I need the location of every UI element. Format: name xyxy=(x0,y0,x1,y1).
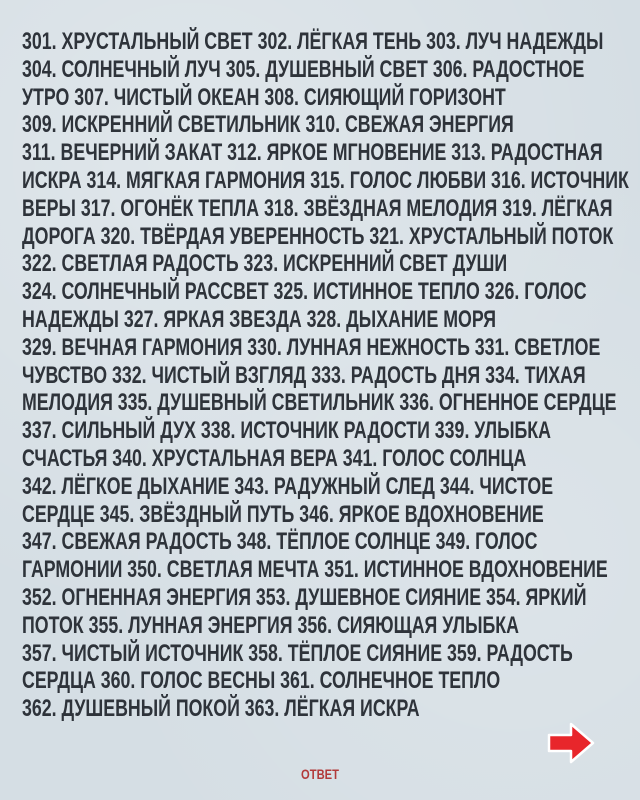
answer-label[interactable]: ОТВЕТ xyxy=(301,766,339,782)
text-line: 311. ВЕЧЕРНИЙ ЗАКАТ 312. ЯРКОЕ МГНОВЕНИЕ 313. РАДОСТНАЯ xyxy=(22,139,603,167)
text-line: ДОРОГА 320. ТВЁРДАЯ УВЕРЕННОСТЬ 321. ХРУСТАЛЬНЫЙ ПОТОК xyxy=(22,222,614,250)
text-line: 309. ИСКРЕННИЙ СВЕТИЛЬНИК 310. СВЕЖАЯ ЭНЕРГИЯ xyxy=(22,111,514,139)
text-line: 322. СВЕТЛАЯ РАДОСТЬ 323. ИСКРЕННИЙ СВЕТ ДУШИ xyxy=(22,250,508,278)
text-line: ПОТОК 355. ЛУННАЯ ЭНЕРГИЯ 356. СИЯЮЩАЯ УЛЫБКА xyxy=(22,611,519,639)
text-line: НАДЕЖДЫ 327. ЯРКАЯ ЗВЕЗДА 328. ДЫХАНИЕ МОРЯ xyxy=(22,305,497,333)
text-line: СЕРДЦА 360. ГОЛОС ВЕСНЫ 361. СОЛНЕЧНОЕ ТЕПЛО xyxy=(22,667,501,695)
text-line: 347. СВЕЖАЯ РАДОСТЬ 348. ТЁПЛОЕ СОЛНЦЕ 349. ГОЛОС xyxy=(22,528,538,556)
text-line: ЧУВСТВО 332. ЧИСТЫЙ ВЗГЛЯД 333. РАДОСТЬ ДНЯ 334. ТИХАЯ xyxy=(22,361,586,389)
text-line: 329. ВЕЧНАЯ ГАРМОНИЯ 330. ЛУННАЯ НЕЖНОСТЬ 331. СВЕТЛОЕ xyxy=(22,333,601,361)
text-line: СЧАСТЬЯ 340. ХРУСТАЛЬНАЯ ВЕРА 341. ГОЛОС СОЛНЦА xyxy=(22,444,527,472)
text-line: СЕРДЦЕ 345. ЗВЁЗДНЫЙ ПУТЬ 346. ЯРКОЕ ВДОХНОВЕНИЕ xyxy=(22,500,544,528)
text-line: 342. ЛЁГКОЕ ДЫХАНИЕ 343. РАДУЖНЫЙ СЛЕД 344. ЧИСТОЕ xyxy=(22,472,554,500)
text-line: 304. СОЛНЕЧНЫЙ ЛУЧ 305. ДУШЕВНЫЙ СВЕТ 306. РАДОСТНОЕ xyxy=(22,55,585,83)
text-line: 362. ДУШЕВНЫЙ ПОКОЙ 363. ЛЁГКАЯ ИСКРА xyxy=(22,695,420,723)
numbered-list-text xyxy=(22,28,628,723)
text-line: ИСКРА 314. МЯГКАЯ ГАРМОНИЯ 315. ГОЛОС ЛЮБВИ 316. ИСТОЧНИК xyxy=(22,166,629,194)
text-line: УТРО 307. ЧИСТЫЙ ОКЕАН 308. СИЯЮЩИЙ ГОРИЗОНТ xyxy=(22,83,506,111)
text-line: ВЕРЫ 317. ОГОНЁК ТЕПЛА 318. ЗВЁЗДНАЯ МЕЛОДИЯ 319. ЛЁГКАЯ xyxy=(22,194,613,222)
text-line: 352. ОГНЕННАЯ ЭНЕРГИЯ 353. ДУШЕВНОЕ СИЯНИЕ 354. ЯРКИЙ xyxy=(22,583,587,611)
text-line: 357. ЧИСТЫЙ ИСТОЧНИК 358. ТЁПЛОЕ СИЯНИЕ 359. РАДОСТЬ xyxy=(22,639,573,667)
text-line: ГАРМОНИИ 350. СВЕТЛАЯ МЕЧТА 351. ИСТИННОЕ ВДОХНОВЕНИЕ xyxy=(22,556,608,584)
right-arrow-icon[interactable] xyxy=(547,722,595,764)
text-line: 301. ХРУСТАЛЬНЫЙ СВЕТ 302. ЛЁГКАЯ ТЕНЬ 303. ЛУЧ НАДЕЖДЫ xyxy=(22,28,604,55)
text-line: 337. СИЛЬНЫЙ ДУХ 338. ИСТОЧНИК РАДОСТИ 339. УЛЫБКА xyxy=(22,417,551,445)
text-line: МЕЛОДИЯ 335. ДУШЕВНЫЙ СВЕТИЛЬНИК 336. ОГНЕННОЕ СЕРДЦЕ xyxy=(22,389,617,417)
right-arrow-icon-graphic xyxy=(547,722,595,764)
text-line: 324. СОЛНЕЧНЫЙ РАССВЕТ 325. ИСТИННОЕ ТЕПЛО 326. ГОЛОС xyxy=(22,278,587,306)
